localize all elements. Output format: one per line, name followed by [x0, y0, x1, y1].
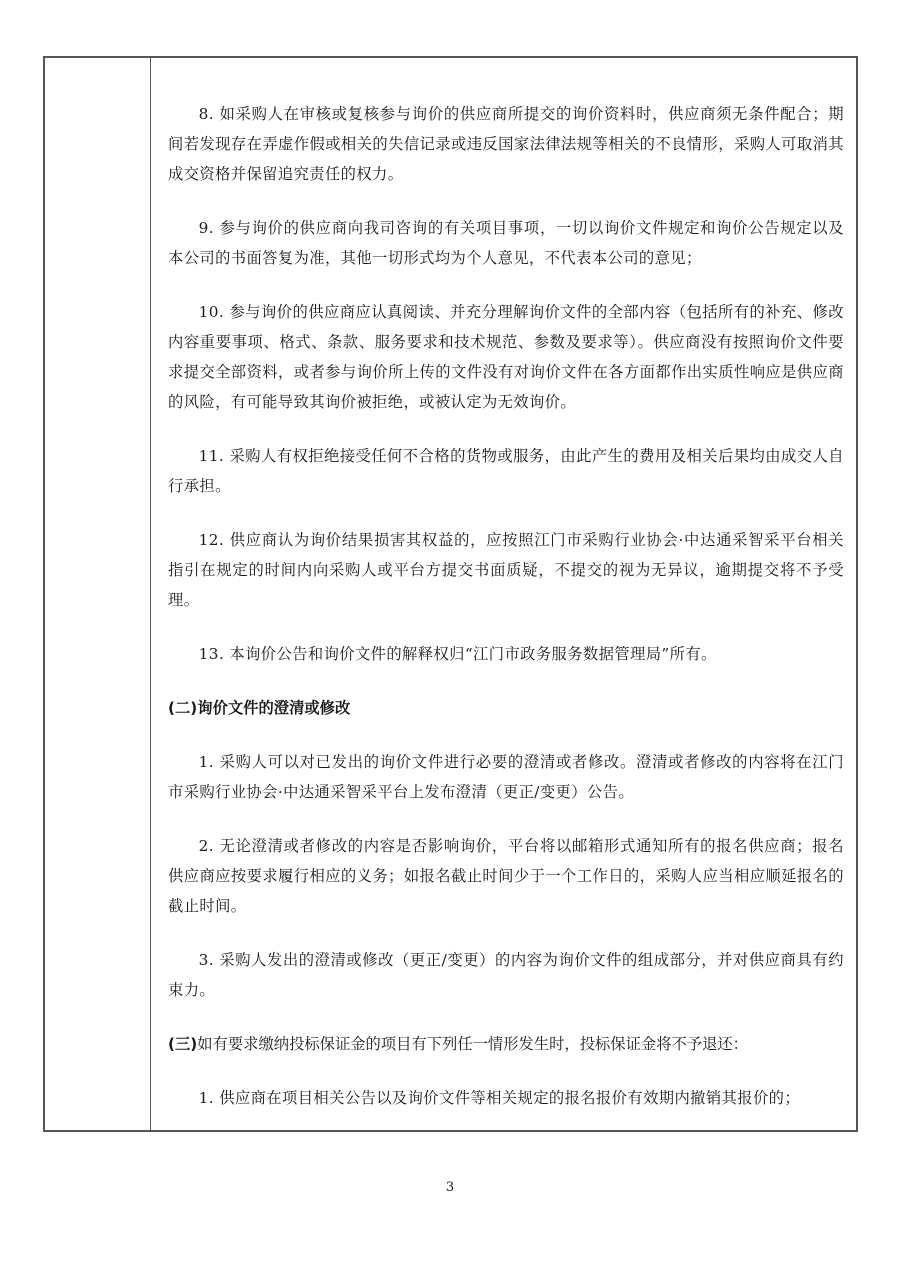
deposit-clause-1: 1. 供应商在项目相关公告以及询价文件等相关规定的报名报价有效期内撤销其报价的；: [198, 1089, 801, 1107]
section-title: 询价文件的澄清或修改: [197, 699, 351, 717]
clause-10: 10. 参与询价的供应商应认真阅读、并充分理解询价文件的全部内容（包括所有的补充、修改内容重要事项、格式、条款、服务要求和技术规范、参数及要求等）。供应商没有按照询价文件要求提交全部资料，或者参与询价所上传的文件没有对询价文件在各方面都作出实质性响应是供应商的风险，有可能导致其询价被拒绝，或被认定为无效询价。: [168, 303, 844, 411]
clause-11: 11. 采购人有权拒绝接受任何不合格的货物或服务，由此产生的费用及相关后果均由成交人自行承担。: [168, 447, 844, 495]
clarification-clause-1: 1. 采购人可以对已发出的询价文件进行必要的澄清或者修改。澄清或者修改的内容将在江门市采购行业协会·中达通采智采平台上发布澄清（更正/变更）公告。: [168, 753, 844, 801]
clause-13: 13. 本询价公告和询价文件的解释权归“江门市政务服务数据管理局”所有。: [198, 645, 717, 663]
section-title: 如有要求缴纳投标保证金的项目有下列任一情形发生时，投标保证金将不予退还：: [197, 1035, 748, 1053]
table-content-cell: [168, 99, 844, 1137]
clarification-clause-3: 3. 采购人发出的澄清或修改（更正/变更）的内容为询价文件的组成部分，并对供应商具有约束力。: [168, 951, 844, 999]
clause-9: 9. 参与询价的供应商向我司咨询的有关项目事项，一切以询价文件规定和询价公告规定以及本公司的书面答复为准，其他一切形式均为个人意见，不代表本公司的意见；: [168, 219, 844, 267]
clause-12: 12. 供应商认为询价结果损害其权益的，应按照江门市采购行业协会·中达通采智采平台相关指引在规定的时间内向采购人或平台方提交书面质疑，不提交的视为无异议，逾期提交将不予受理。: [168, 531, 844, 609]
section-number: (二): [168, 699, 198, 717]
section-heading-2: [168, 693, 844, 723]
document-table: [43, 56, 858, 1132]
clause-8: 8. 如采购人在审核或复核参与询价的供应商所提交的询价资料时，供应商须无条件配合；期间若发现存在弄虚作假或相关的失信记录或违反国家法律法规等相关的不良情形，采购人可取消其成交资格并保留追究责任的权力。: [168, 105, 844, 183]
page-number: 3: [445, 1180, 455, 1195]
column-divider: [150, 58, 151, 1130]
section-heading-3: [168, 1029, 844, 1059]
section-number: (三): [168, 1035, 198, 1053]
clarification-clause-2: 2. 无论澄清或者修改的内容是否影响询价，平台将以邮箱形式通知所有的报名供应商；报名供应商应按要求履行相应的义务；如报名截止时间少于一个工作日的，采购人应当相应顺延报名的截止时间。: [168, 837, 844, 915]
